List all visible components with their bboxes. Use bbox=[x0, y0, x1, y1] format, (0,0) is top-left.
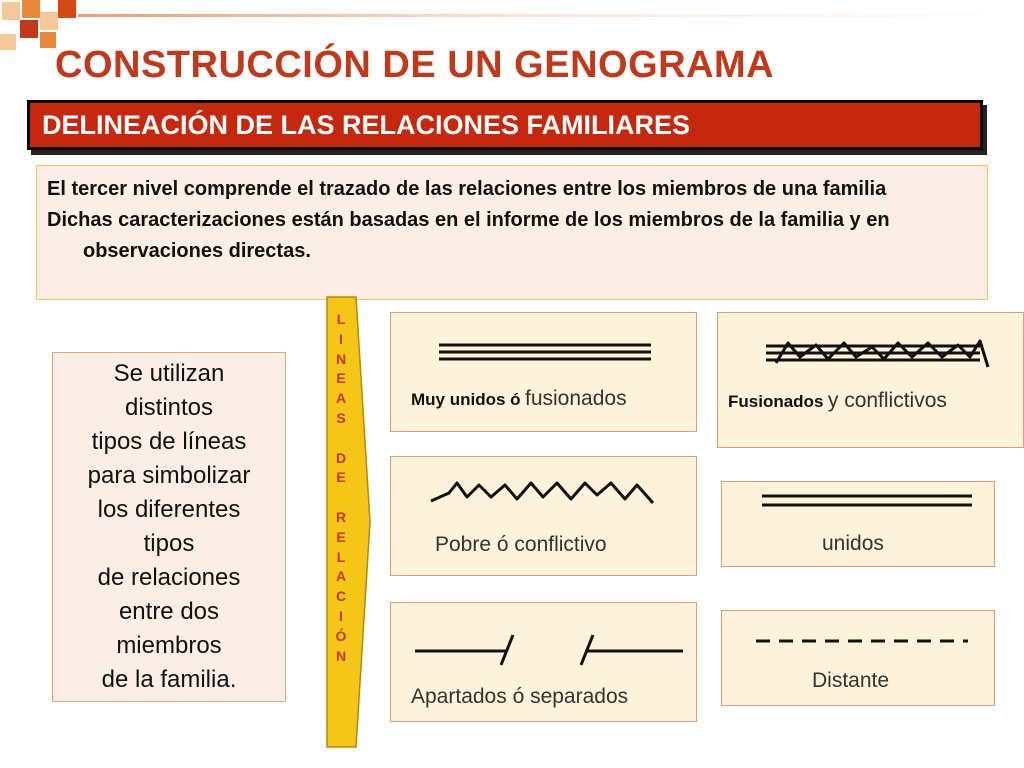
arrow-letter: N bbox=[335, 350, 347, 367]
arrow-letter: A bbox=[335, 568, 347, 585]
explanation-text: Se utilizan distintos tipos de líneas para simbolizar los diferentes tipos de relaciones entre dos miembros de la familia. bbox=[87, 360, 251, 693]
arrow-letter: A bbox=[335, 390, 347, 407]
intro-text-box bbox=[36, 165, 988, 300]
relation-label-pobre: Pobre ó conflictivo bbox=[435, 533, 607, 556]
intro-paragraph-1: El tercer nivel comprende el trazado de las relaciones entre los miembros de una familia bbox=[47, 178, 887, 200]
zigzag-line-icon bbox=[391, 457, 698, 577]
relation-box-muy-unidos bbox=[390, 312, 697, 432]
triple-line-zigzag-icon bbox=[718, 313, 1024, 449]
arrow-letter: N bbox=[335, 647, 347, 664]
relation-label-bold: Muy unidos ó bbox=[411, 390, 521, 409]
relation-label-unidos: unidos bbox=[822, 532, 884, 555]
arrow-letter: I bbox=[339, 330, 343, 347]
relation-box-apartados bbox=[390, 602, 697, 722]
arrow-letter: I bbox=[339, 607, 343, 624]
arrow-letters bbox=[326, 310, 356, 666]
subtitle-text: DELINEACIÓN DE LAS RELACIONES FAMILIARES bbox=[42, 109, 691, 140]
triple-line-icon bbox=[391, 313, 698, 433]
explanation-box bbox=[52, 352, 286, 702]
intro-paragraph-2: Dichas caracterizaciones están basadas en el informe de los miembros de la familia y en observaciones directas. bbox=[47, 209, 890, 262]
relation-box-fusionados-conflictivos bbox=[717, 312, 1024, 448]
arrow-letter: C bbox=[335, 588, 347, 605]
vertical-arrow bbox=[326, 296, 372, 748]
page-title: CONSTRUCCIÓN DE UN GENOGRAMA bbox=[55, 44, 775, 86]
relation-label-distante: Distante bbox=[812, 669, 890, 692]
arrow-letter: E bbox=[336, 469, 346, 486]
arrow-letter: E bbox=[336, 528, 346, 545]
subtitle-banner bbox=[27, 100, 983, 150]
relation-label-fusionados bbox=[728, 389, 947, 413]
arrow-letter: E bbox=[336, 370, 346, 387]
arrow-letter: L bbox=[336, 548, 346, 565]
relation-box-unidos bbox=[721, 481, 995, 567]
arrow-letter: S bbox=[336, 409, 346, 426]
relation-box-distante bbox=[721, 610, 995, 706]
arrow-letter: R bbox=[335, 508, 347, 525]
arrow-letter: L bbox=[336, 311, 346, 327]
relation-label-apartados: Apartados ó separados bbox=[411, 685, 629, 708]
relation-box-pobre bbox=[390, 456, 697, 576]
relation-label-normal: fusionados bbox=[525, 387, 627, 410]
relation-label-bold: Fusionados bbox=[728, 392, 824, 411]
relation-label-normal: y conflictivos bbox=[827, 389, 947, 412]
arrow-letter: Ó bbox=[335, 627, 347, 644]
arrow-letter: D bbox=[335, 449, 347, 466]
relation-label-muy-unidos bbox=[411, 387, 627, 411]
